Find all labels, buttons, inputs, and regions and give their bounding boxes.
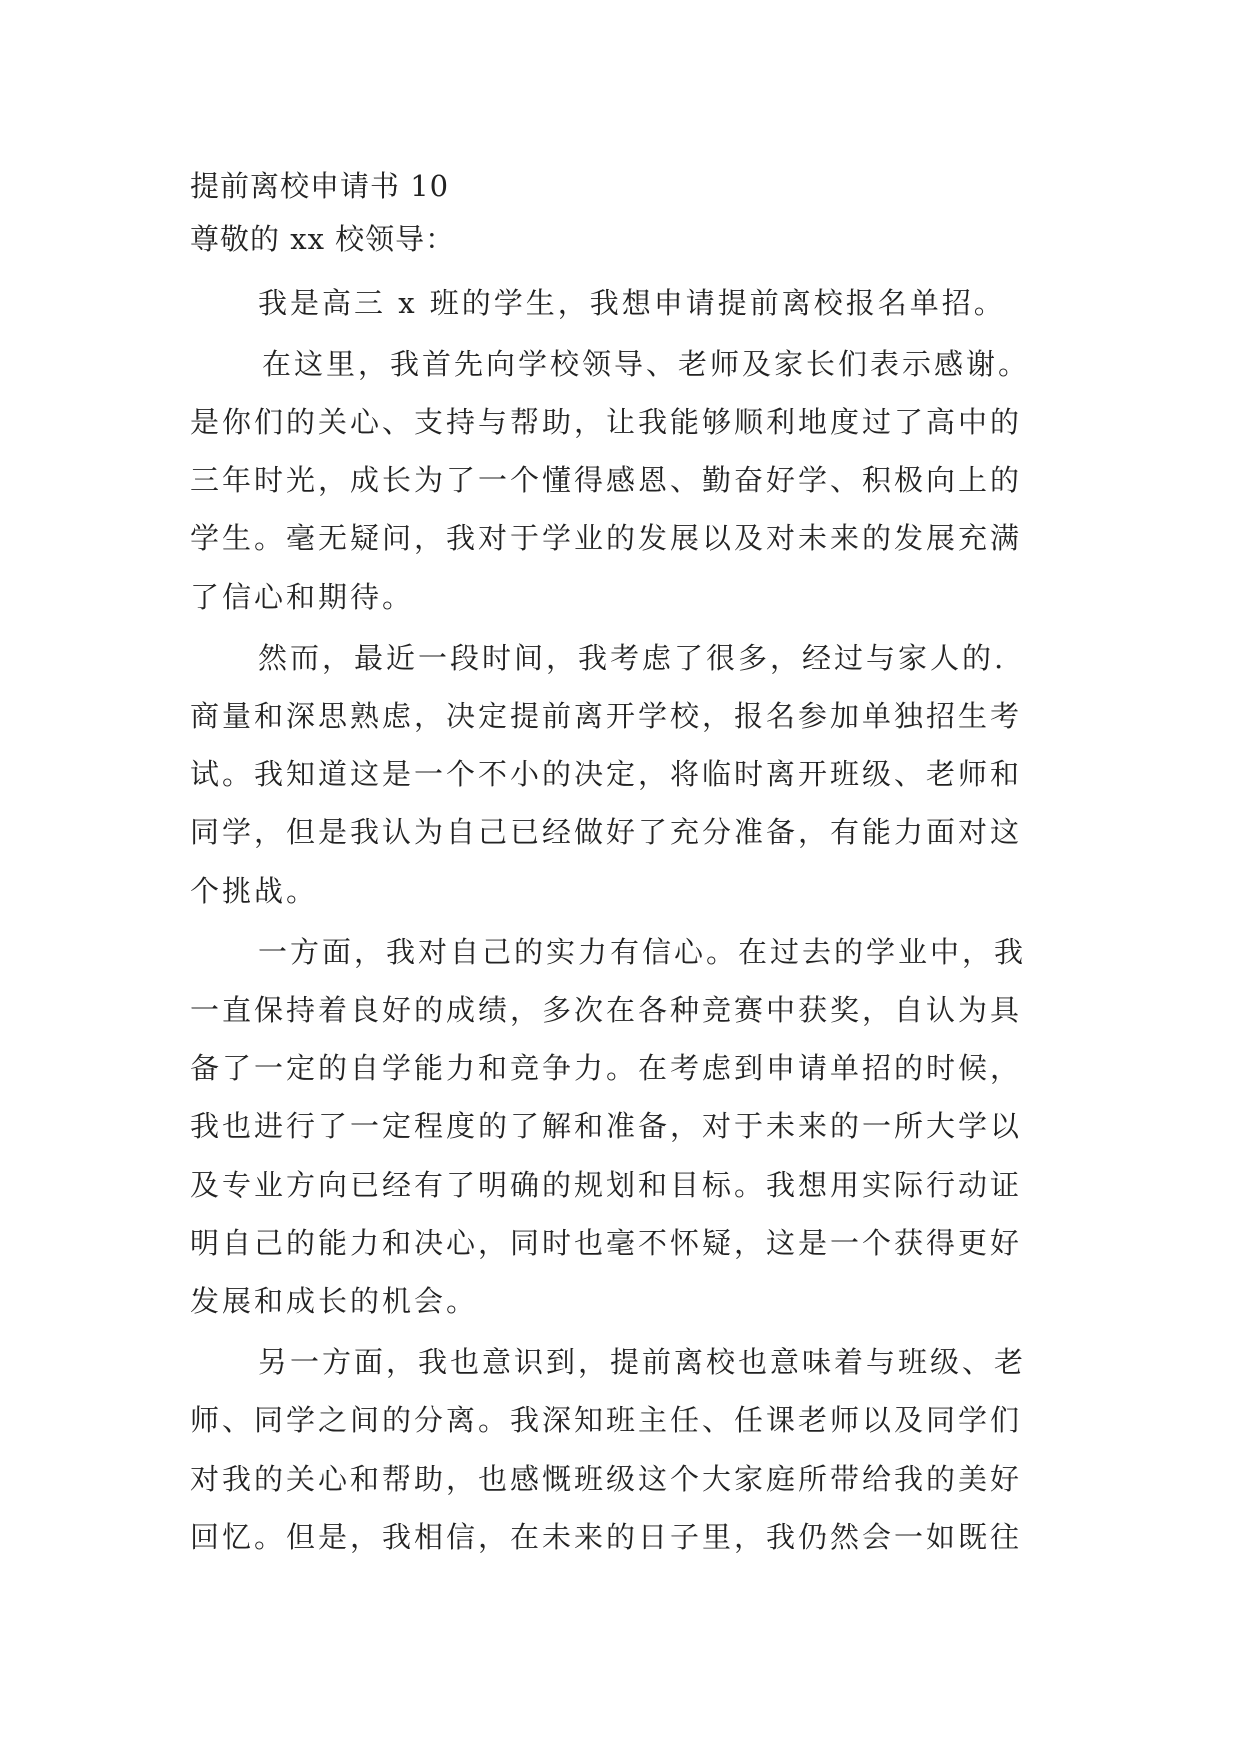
paragraph-line: 一方面，我对自己的实力有信心。在过去的学业中，我 (258, 935, 1027, 969)
paragraph-line: 明自己的能力和决心，同时也毫不怀疑，这是一个获得更好 (190, 1226, 1023, 1260)
paragraph-line: 我是高三 x 班的学生，我想申请提前离校报名单招。 (258, 286, 1006, 320)
paragraph-line: 我也进行了一定程度的了解和准备，对于未来的一所大学以 (190, 1109, 1023, 1143)
paragraph-line: 试。我知道这是一个不小的决定，将临时离开班级、老师和 (190, 757, 1023, 791)
paragraph-line: 师、同学之间的分离。我深知班主任、任课老师以及同学们 (190, 1403, 1023, 1437)
document-title: 提前离校申请书 10 (190, 169, 450, 203)
paragraph-line: 及专业方向已经有了明确的规划和目标。我想用实际行动证 (190, 1168, 1023, 1202)
paragraph-line: 另一方面，我也意识到，提前离校也意味着与班级、老 (258, 1345, 1027, 1379)
paragraph-line: 是你们的关心、支持与帮助，让我能够顺利地度过了高中的 (190, 405, 1023, 439)
paragraph-line: 备了一定的自学能力和竞争力。在考虑到申请单招的时候， (190, 1051, 1023, 1085)
paragraph-line: 回忆。但是，我相信，在未来的日子里，我仍然会一如既往 (190, 1520, 1023, 1554)
paragraph-line: 在这里，我首先向学校领导、老师及家长们表示感谢。 (262, 347, 1031, 381)
paragraph-line: 一直保持着良好的成绩，多次在各种竞赛中获奖，自认为具 (190, 993, 1023, 1027)
paragraph-line: 对我的关心和帮助，也感慨班级这个大家庭所带给我的美好 (190, 1462, 1023, 1496)
greeting: 尊敬的 xx 校领导： (190, 222, 456, 256)
paragraph-line: 三年时光，成长为了一个懂得感恩、勤奋好学、积极向上的 (190, 463, 1023, 497)
paragraph-line: 个挑战。 (190, 874, 319, 908)
paragraph-line: 同学，但是我认为自己已经做好了充分准备，有能力面对这 (190, 815, 1023, 849)
paragraph-line: 发展和成长的机会。 (190, 1284, 479, 1318)
paragraph-line: 了信心和期待。 (190, 580, 415, 614)
paragraph-line: 学生。毫无疑问，我对于学业的发展以及对未来的发展充满 (190, 521, 1023, 555)
paragraph-line: 然而，最近一段时间，我考虑了很多，经过与家人的. (258, 641, 1007, 675)
paragraph-line: 商量和深思熟虑，决定提前离开学校，报名参加单独招生考 (190, 699, 1023, 733)
